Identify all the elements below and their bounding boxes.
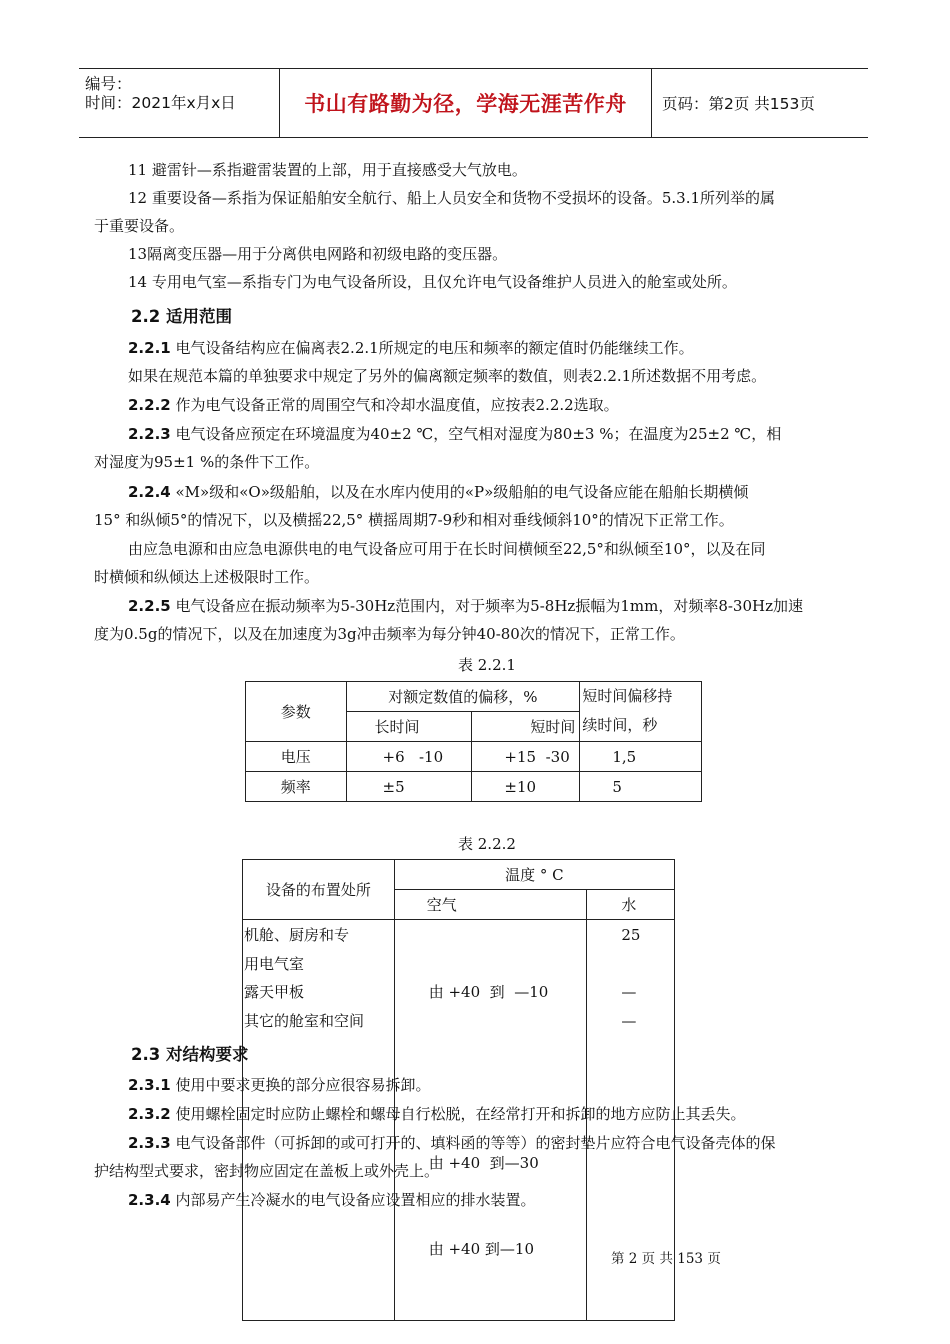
t1-cell-short: +15 -30	[472, 742, 580, 772]
para-2-2-4: 2.2.4 «M»级和«O»级船舶，以及在水库内使用的«P»级船舶的电气设备应能在船舶长期横倾	[128, 483, 749, 501]
para-2-2-5: 2.2.5 电气设备应在振动频率为5-30Hz范围内，对于频率为5-8Hz振幅为1mm，对频率8-30Hz加速	[128, 597, 803, 615]
t1-header-short: 短时间	[472, 712, 580, 742]
page-header	[79, 68, 868, 138]
table-2-2-1-caption: 表 2.2.1	[458, 656, 516, 674]
number-label: 编号：	[85, 75, 132, 93]
t1-cell-param: 电压	[246, 742, 347, 772]
t1-cell-duration: 1,5	[580, 742, 702, 772]
para-13: 13隔离变压器—用于分离供电网路和初级电路的变压器。	[128, 245, 508, 263]
t2-cell-air: 由 +40 到 —10 由 +40 到—30 由 +40 到—10	[394, 920, 587, 1321]
para-2-2-3: 2.2.3 电气设备应预定在环境温度为40±2 ℃，空气相对湿度为80±3 %；在温度为25±2 ℃，相	[128, 425, 782, 443]
table-row	[246, 772, 702, 802]
para-2-3-1: 2.3.1 使用中要求更换的部分应很容易拆卸。	[128, 1076, 431, 1094]
section-2-2-heading: 2.2 适用范围	[131, 307, 232, 326]
para-14: 14 专用电气室—系指专门为电气设备所设，且仅允许电气设备维护人员进入的舱室或处所。	[128, 273, 737, 291]
para-2-2-1: 2.2.1 电气设备结构应在偏离表2.2.1所规定的电压和频率的额定值时仍能继续工作。	[128, 339, 694, 357]
para-2-2-4-emergency: 由应急电源和由应急电源供电的电气设备应可用于在长时间横倾至22,5°和纵倾至10°，以及在同	[128, 540, 766, 558]
t2-header-location: 设备的布置处所	[243, 860, 395, 920]
section-2-3-heading: 2.3 对结构要求	[131, 1045, 249, 1064]
table-2-2-1	[245, 681, 702, 802]
t1-cell-param: 频率	[246, 772, 347, 802]
page-info: 页码：第2页 共153页	[662, 95, 815, 113]
para-2-2-4-cont: 15° 和纵倾5°的情况下，以及横摇22,5° 横摇周期7-9秒和相对垂线倾斜10°的情况下正常工作。	[94, 511, 734, 529]
header-page-cell	[652, 69, 868, 137]
t1-header-param: 参数	[246, 682, 347, 742]
t1-cell-long: ±5	[346, 772, 472, 802]
t1-cell-short: ±10	[472, 772, 580, 802]
para-2-2-1-note: 如果在规范本篇的单独要求中规定了另外的偏离额定频率的数值，则表2.2.1所述数据不用考虑。	[128, 367, 767, 385]
para-11: 11 避雷针—系指避雷装置的上部，用于直接感受大气放电。	[128, 161, 527, 179]
t1-header-deviation: 对额定数值的偏移，%	[346, 682, 580, 712]
para-2-2-2: 2.2.2 作为电气设备正常的周围空气和冷却水温度值，应按表2.2.2选取。	[128, 396, 619, 414]
para-2-2-3-cont: 对湿度为95±1 %的条件下工作。	[94, 453, 320, 471]
para-2-2-4-emergency-cont: 时横倾和纵倾达上述极限时工作。	[94, 568, 320, 586]
para-12-cont: 于重要设备。	[94, 217, 185, 235]
header-meta	[79, 69, 280, 137]
header-motto-cell	[280, 69, 652, 137]
date-label: 时间：2021年x月x日	[85, 94, 236, 112]
t2-header-air: 空气	[394, 890, 587, 920]
t1-header-duration: 短时间偏移持 续时间，秒	[580, 682, 702, 742]
para-2-3-3: 2.3.3 电气设备部件（可拆卸的或可打开的、填料函的等等）的密封垫片应符合电气设备壳体的保	[128, 1134, 776, 1152]
page-footer: 第 2 页 共 153 页	[611, 1251, 721, 1267]
t2-header-temperature: 温度 ° C	[394, 860, 674, 890]
t1-cell-long: +6 -10	[346, 742, 472, 772]
para-2-3-4: 2.3.4 内部易产生冷凝水的电气设备应设置相应的排水装置。	[128, 1191, 536, 1209]
motto: 书山有路勤为径，学海无涯苦作舟	[304, 92, 627, 116]
table-2-2-2-caption: 表 2.2.2	[458, 835, 516, 853]
para-2-3-2: 2.3.2 使用螺栓固定时应防止螺栓和螺母自行松脱，在经常打开和拆卸的地方应防止其丢失。	[128, 1105, 746, 1123]
para-2-2-5-cont: 度为0.5g的情况下，以及在加速度为3g冲击频率为每分钟40-80次的情况下，正常工作。	[94, 625, 685, 643]
t1-header-long: 长时间	[346, 712, 472, 742]
t2-header-water: 水	[587, 890, 675, 920]
para-12: 12 重要设备—系指为保证船舶安全航行、船上人员安全和货物不受损坏的设备。5.3.1所列举的属	[128, 189, 776, 207]
table-row	[246, 742, 702, 772]
t2-cell-location: 机舱、厨房和专 用电气室 露天甲板 其它的舱室和空间	[243, 920, 395, 1321]
t2-cell-water: 25 — —	[587, 920, 675, 1321]
t1-cell-duration: 5	[580, 772, 702, 802]
para-2-3-3-cont: 护结构型式要求，密封物应固定在盖板上或外壳上。	[94, 1162, 440, 1180]
